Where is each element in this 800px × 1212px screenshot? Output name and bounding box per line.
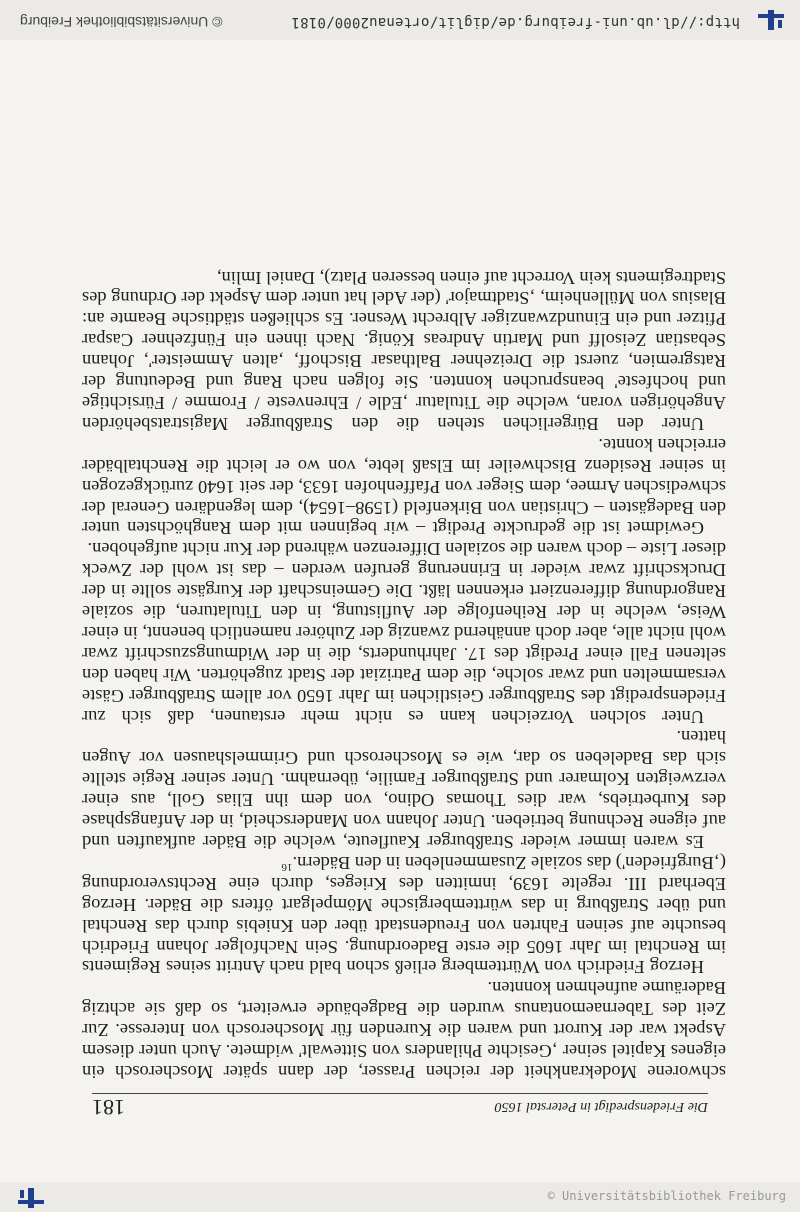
footer-bar xyxy=(0,0,800,40)
source-url-link[interactable]: http://dl.ub.uni-freiburg.de/diglit/ortenau2000/0181 xyxy=(291,14,740,30)
paragraph-text: Unter solchen Vorzeichen kann es nicht mehr erstaunen, daß sich zur Friedenspredigt des Straßburger Geistlichen im Jahr 1650 vor allem Straßburger Gäste versammelten und zwar solche, die dem Patriziat der Stadt zugehörten. Wir haben den seltenen Fall einer Predigt des 17. Jahrhunderts, die in der Widmungszuschrift zwar wohl nicht alle, aber doch annähernd zwanzig der Zuhörer namentlich benennt, in einer Weise, welche in der Reihenfolge der Auflistung, in den Titulaturen, die soziale Rangordnung differenziert erkennen läßt. Die Gemeinschaft der Kurgäste sollte in der Druckschrift zwar wieder in Erinnerung gerufen werden – das ist wohl der Zweck dieser Liste – doch waren die sozialen Differenzen während der Kur nicht aufgehoben. xyxy=(82,539,726,727)
university-logo-icon xyxy=(14,1188,48,1208)
paragraph-text: Unter den Bürgerlichen stehen die den Straßburger Magistratsbehörden Angehörigen voran, welche die Titulatur ‚Edle / Ehrenveste / Fromme / Fürsichtige und hochfeste' beanspruchen konnten. Sie folgen nach Rang und Bedeutung der Ratsgremien, zuerst die Dreizehner Balthasar Bischoff, ‚alten Ammeister', Johann Sebastian Zeisolff und Martin Andreas König. Nach ihnen ein Fünfzehner Caspar Pfitzer und ein Einundzwanziger Albrecht Wesner. Es schließen städtische Beamte an: Blasius von Müllenheim, ‚Stadtmajor' (der Adel hat unter dem Aspekt der Ordnung des Stadtregiments kein Vorrecht auf einen besseren Platz), Daniel Imlin, xyxy=(82,267,726,434)
body-text xyxy=(82,267,726,1082)
paragraph-text: Es waren immer wieder Straßburger Kaufleute, welche die Bäder aufkauften und auf eigene Rechnung betrieben. Unter Johann von Manderscheid, in der Anfangsphase des Kurbetriebs, war dies Thomas Odino, von dem ihn Elias Goll, aus einer verzweigten Kolmarer und Straßburger Familie, übernahm. Unter seiner Regie stellte sich das Badeleben so dar, wie es Moscherosch und Grimmelshausen vor Augen hatten. xyxy=(82,727,726,853)
paragraph xyxy=(82,434,726,539)
paragraph xyxy=(82,977,726,1082)
running-title: Die Friedenspredigt in Peterstal 1650 xyxy=(494,1099,708,1114)
paragraph xyxy=(82,727,726,852)
university-logo-icon xyxy=(754,10,788,30)
paragraph-text: schworene Modekrankheit der reichen Prasser, der dann später Moscherosch ein eigenes Kapitel seiner ‚Gesichte Philanders von Sittewalt' widmete. Auch unter diesem Aspekt war der Kurort und waren die Kurenden für Moscherosch von Interesse. Zur Zeit des Tabernaemontanus wurden die Badgebäude erweitert, so daß sie achtzig Baderäume aufnehmen konnten. xyxy=(82,978,726,1082)
page-header xyxy=(92,1093,708,1120)
paragraph xyxy=(82,267,726,434)
paragraph-text: Herzog Friedrich von Württemberg erließ schon bald nach Antritt seines Regiments im Renchtal im Jahr 1605 die erste Badeordnung. Sein Nachfolger Johann Friedrich besuchte auf seinen Fahrten von Freudenstadt über den Kniebis durch das Renchtal und über Straßburg in das württembergische Mömpelgart öfters die Bäder. Herzog Eberhard III. regelte 1639, inmitten des Krieges, durch eine Rechtsverordnung (‚Burgfrieden') das soziale Zusammenleben in den Bädern. xyxy=(82,852,726,978)
top-bar xyxy=(0,1182,800,1212)
top-bar-text: © Universitätsbibliothek Freiburg xyxy=(547,1189,786,1203)
paragraph xyxy=(82,538,726,726)
footnote-marker: 16 xyxy=(281,861,293,874)
copyright-text: © Universitätsbibliothek Freiburg xyxy=(20,14,223,30)
paragraph xyxy=(82,852,726,977)
page-number: 181 xyxy=(92,1095,125,1120)
paragraph-text: Gewidmet ist die gedruckte Predigt – wir beginnen mit dem Ranghöchsten unter den Badegästen – Christian von Birkenfeld (1598–1654), dem legendären General der schwedischen Armee, dem Sieger von Pfaffenhofen 1633, der seit 1640 zurückgezogen in seiner Residenz Bischweiler im Elsaß lebte, von wo er leicht die Renchtalbäder erreichen konnte. xyxy=(82,434,726,539)
